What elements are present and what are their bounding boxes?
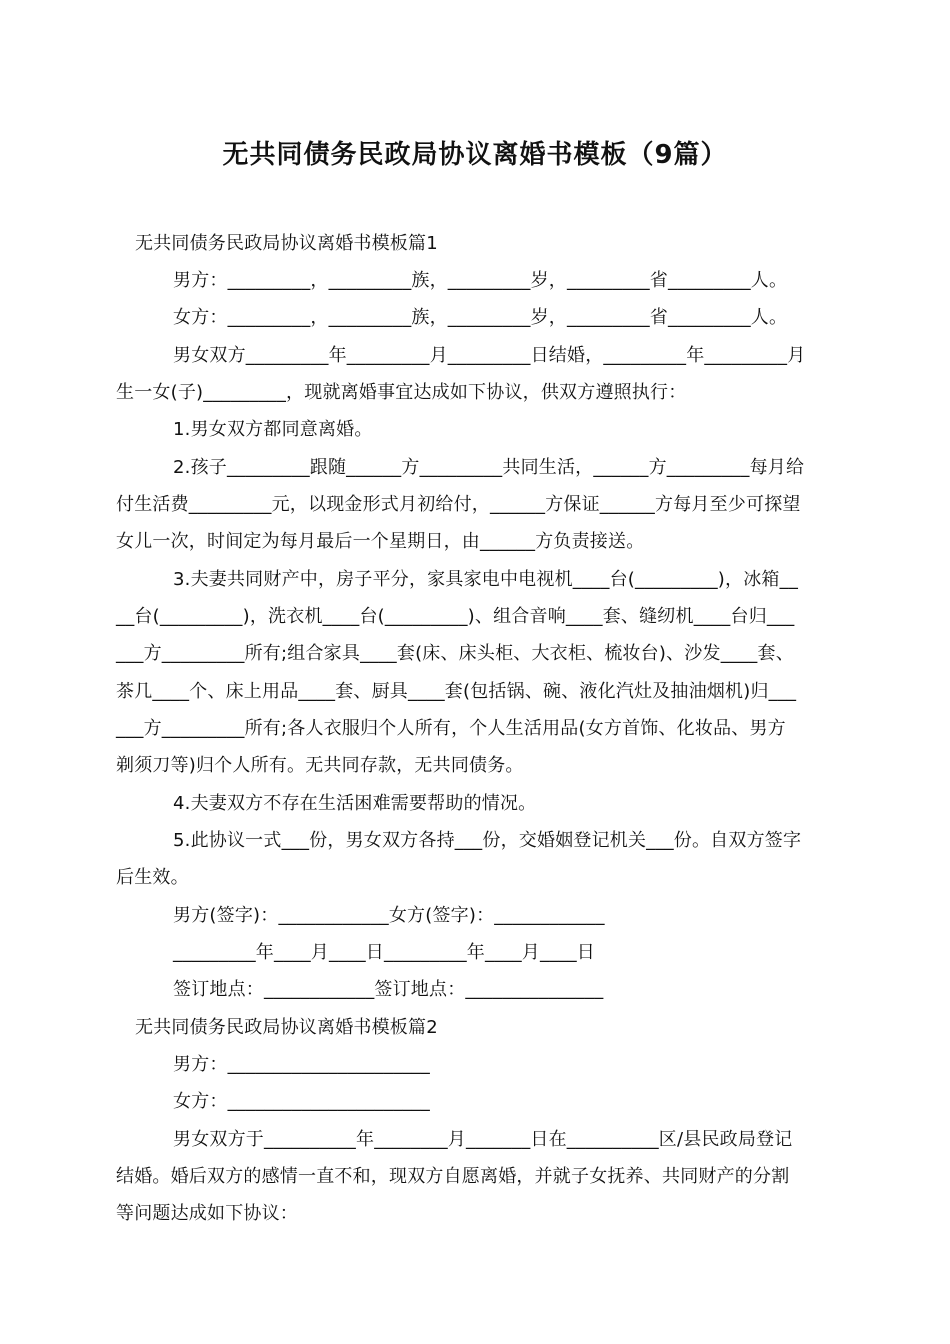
paragraph-line: 5.此协议一式___份，男女双方各持___份，交婚姻登记机关___份。自双方签字: [173, 830, 802, 851]
paragraph-line: 结婚。婚后双方的感情一直不和，现双方自愿离婚，并就子女抚养、共同财产的分割: [116, 1166, 790, 1187]
paragraph-line: 男女双方于__________年________月_______日在__________区/县民政局登记: [173, 1129, 793, 1150]
paragraph-line: 3.夫妻共同财产中，房子平分，家具家电中电视机____台(_________)，冰箱__: [173, 569, 799, 590]
signature-line: 男方(签字)：____________女方(签字)：____________: [173, 905, 605, 926]
paragraph-line: 男女双方_________年_________月_________日结婚，_________年_________月: [173, 345, 806, 366]
paragraph-line: 4.夫妻双方不存在生活困难需要帮助的情况。: [173, 793, 537, 814]
paragraph-line: 付生活费_________元，以现金形式月初给付，______方保证______方每月至少可探望: [116, 494, 801, 515]
location-line: 签订地点：____________签订地点：_______________: [173, 979, 604, 1000]
paragraph-line: 剃须刀等)归个人所有。无共同存款，无共同债务。: [116, 755, 524, 776]
paragraph-line: 男方：______________________: [173, 1054, 430, 1075]
paragraph-line: 2.孩子_________跟随______方_________共同生活，______方_________每月给: [173, 457, 805, 478]
section-heading-2: 无共同债务民政局协议离婚书模板篇2: [135, 1017, 438, 1038]
paragraph-line: ___方_________所有;组合家具____套(床、床头柜、大衣柜、梳妆台)、沙发____套、: [116, 643, 794, 664]
paragraph-line: __台(_________)，洗衣机____台(_________)、组合音响____套、缝纫机____台归___: [116, 606, 795, 627]
paragraph-line: 等问题达成如下协议：: [116, 1203, 298, 1224]
paragraph-line: 生一女(子)_________，现就离婚事宜达成如下协议，供双方遵照执行：: [116, 382, 687, 403]
paragraph-line: ___方_________所有;各人衣服归个人所有，个人生活用品(女方首饰、化妆品、男方: [116, 718, 786, 739]
paragraph-line: 女方：_________，_________族，_________岁，_________省_________人。: [173, 307, 788, 328]
paragraph-line: 后生效。: [116, 867, 189, 888]
date-line: _________年____月____日_________年____月____日: [173, 942, 595, 963]
paragraph-line: 男方：_________，_________族，_________岁，_________省_________人。: [173, 270, 788, 291]
paragraph-line: 1.男女双方都同意离婚。: [173, 419, 373, 440]
paragraph-line: 女方：______________________: [173, 1091, 430, 1112]
paragraph-line: 茶几____个、床上用品____套、厨具____套(包括锅、碗、液化汽灶及抽油烟机)归___: [116, 681, 797, 702]
section-heading-1: 无共同债务民政局协议离婚书模板篇1: [135, 233, 438, 254]
document-title: 无共同债务民政局协议离婚书模板（9篇）: [222, 140, 728, 170]
paragraph-line: 女儿一次，时间定为每月最后一个星期日，由______方负责接送。: [116, 531, 645, 552]
